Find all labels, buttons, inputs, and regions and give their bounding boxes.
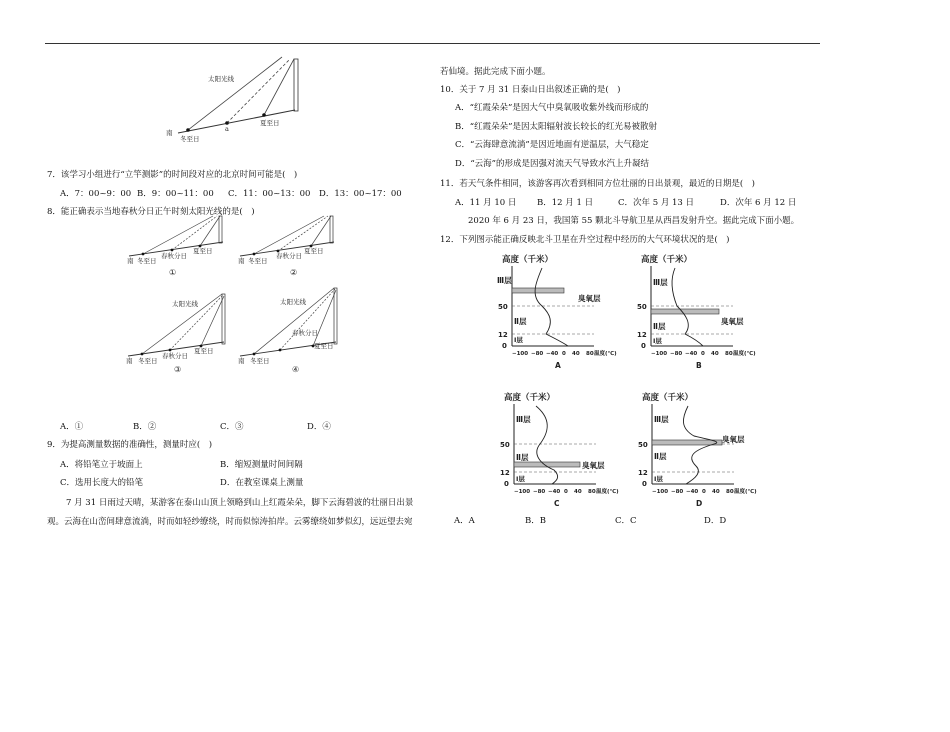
b-layer3: Ⅲ层 bbox=[653, 278, 668, 287]
c-layer2: Ⅱ层 bbox=[516, 453, 529, 462]
b-y12: 12 bbox=[637, 331, 647, 339]
d-layer1: Ⅰ层 bbox=[654, 475, 663, 483]
d2-summer: 夏至日 bbox=[304, 247, 324, 255]
q9-option-c[interactable]: C．选用长度大的铅笔 bbox=[60, 478, 144, 488]
sunlight-label: 太阳光线 bbox=[208, 75, 234, 83]
south-label: 南 bbox=[166, 129, 173, 137]
q8-diagram-3 bbox=[124, 292, 234, 374]
q11-option-b[interactable]: B．12 月 1 日 bbox=[537, 198, 594, 208]
b-x1: −100 bbox=[651, 351, 668, 357]
q8-stem: 8．能正确表示当地春秋分日正午时刻太阳光线的是( ) bbox=[47, 207, 255, 217]
q7-option-b[interactable]: B．9：00~11：00 bbox=[137, 189, 214, 199]
b-x3: −40 bbox=[685, 351, 698, 357]
b-height-label: 高度（千米） bbox=[641, 255, 693, 265]
d3-south: 南 bbox=[126, 357, 133, 365]
a-x4: 0 bbox=[562, 351, 566, 357]
q8-diagram-2 bbox=[236, 214, 341, 278]
c-y50: 50 bbox=[500, 441, 510, 449]
q11-option-d[interactable]: D．次年 6 月 12 日 bbox=[720, 198, 797, 208]
b-y50: 50 bbox=[637, 303, 647, 311]
passage1-line2: 观。云海在山峦间肆意流淌，时而如轻纱缭绕，时而似惊涛拍岸。云雾缭绕如梦似幻，远远望去宛 bbox=[47, 517, 413, 527]
c-layer1: Ⅰ层 bbox=[516, 475, 525, 483]
a-name: A bbox=[555, 361, 561, 370]
q7-option-d[interactable]: D．13：00~17：00 bbox=[319, 189, 402, 199]
c-x3: −40 bbox=[548, 489, 561, 495]
d-height-label: 高度（千米） bbox=[642, 393, 694, 403]
q7-stem: 7．该学习小组进行“立竿测影”的时间段对应的北京时间可能是( ) bbox=[47, 170, 298, 180]
a-layer1: Ⅰ层 bbox=[514, 336, 523, 344]
q10-option-c[interactable]: C．“云海肆意流淌”是因近地面有逆温层，大气稳定 bbox=[455, 140, 649, 150]
d-x2: −80 bbox=[671, 489, 684, 495]
a-temp: 温度(℃) bbox=[594, 351, 617, 357]
q12-option-c[interactable]: C．C bbox=[615, 516, 637, 526]
q9-option-b[interactable]: B．缩短测量时间间隔 bbox=[220, 460, 303, 470]
b-x2: −80 bbox=[670, 351, 683, 357]
a-x6: 80 bbox=[586, 351, 594, 357]
d3-summer: 夏至日 bbox=[194, 347, 214, 355]
b-x6: 80 bbox=[725, 351, 733, 357]
d-layer2: Ⅱ层 bbox=[654, 452, 667, 461]
b-ozone: 臭氧层 bbox=[721, 317, 744, 326]
a-x3: −40 bbox=[546, 351, 559, 357]
a-x5: 40 bbox=[572, 351, 580, 357]
d-y12: 12 bbox=[638, 469, 648, 477]
d-layer3: Ⅲ层 bbox=[654, 415, 669, 424]
passage1-line3: 若仙境。据此完成下面小题。 bbox=[440, 67, 551, 77]
d4-summer: 夏至日 bbox=[314, 342, 334, 350]
winter-label: 冬至日 bbox=[180, 135, 200, 143]
q7-option-c[interactable]: C．11：00~13：00 bbox=[228, 189, 311, 199]
atmosphere-chart-c bbox=[496, 392, 631, 510]
c-layer3: Ⅲ层 bbox=[516, 415, 531, 424]
atmosphere-chart-d bbox=[634, 392, 774, 510]
d-ozone: 臭氧层 bbox=[722, 435, 745, 444]
b-temp: 温度(℃) bbox=[733, 351, 756, 357]
passage2: 2020 年 6 月 23 日，我国第 55 颗北斗导航卫星从西昌发射升空。据此完成下面小题。 bbox=[468, 216, 800, 226]
q9-stem: 9．为提高测量数据的准确性，测量时应( ) bbox=[47, 440, 213, 450]
a-y50: 50 bbox=[498, 303, 508, 311]
q7-option-a[interactable]: A．7：00~9：00 bbox=[60, 189, 132, 199]
d-y0: 0 bbox=[642, 480, 647, 488]
d4-num: ④ bbox=[292, 365, 300, 374]
passage1-line1: 7 月 31 日雨过天晴，某游客在泰山山顶上领略到山上红霞朵朵，脚下云海碧波的壮丽日出景 bbox=[66, 498, 414, 508]
d-name: D bbox=[696, 499, 703, 508]
c-x4: 0 bbox=[564, 489, 568, 495]
q10-option-a[interactable]: A．“红霞朵朵”是因大气中臭氧吸收紫外线而形成的 bbox=[455, 103, 649, 113]
d1-winter: 冬至日 bbox=[137, 257, 157, 265]
a-y12: 12 bbox=[498, 331, 508, 339]
q10-option-d[interactable]: D．“云海”的形成是因强对流天气导致水汽上升凝结 bbox=[455, 159, 650, 169]
c-x5: 40 bbox=[574, 489, 582, 495]
q9-option-d[interactable]: D．在教室课桌上测量 bbox=[220, 478, 304, 488]
q12-option-a[interactable]: A．A bbox=[454, 516, 475, 526]
d1-south: 南 bbox=[127, 257, 134, 265]
c-ozone: 臭氧层 bbox=[582, 461, 605, 470]
q12-stem: 12．下列图示能正确反映北斗卫星在升空过程中经历的大气环境状况的是( ) bbox=[440, 235, 730, 245]
d-x6: 80 bbox=[726, 489, 734, 495]
d3-sunlight: 太阳光线 bbox=[172, 300, 198, 308]
d4-winter: 冬至日 bbox=[250, 357, 270, 365]
c-x1: −100 bbox=[514, 489, 531, 495]
d2-equinox: 春秋分日 bbox=[276, 252, 302, 260]
b-layer1: Ⅰ层 bbox=[653, 337, 662, 345]
q8-option-d[interactable]: D．④ bbox=[307, 422, 331, 432]
d-y50: 50 bbox=[638, 441, 648, 449]
d-temp: 温度(℃) bbox=[734, 489, 757, 495]
d2-south: 南 bbox=[238, 257, 245, 265]
q10-stem: 10．关于 7 月 31 日泰山日出叙述正确的是( ) bbox=[440, 85, 621, 95]
summer-label: 夏至日 bbox=[260, 119, 280, 127]
d-x3: −40 bbox=[686, 489, 699, 495]
d3-num: ③ bbox=[174, 365, 182, 374]
c-name: C bbox=[554, 499, 560, 508]
b-name: B bbox=[696, 361, 702, 370]
q8-option-a[interactable]: A．① bbox=[60, 422, 84, 432]
d4-sunlight: 太阳光线 bbox=[280, 298, 306, 306]
q8-option-c[interactable]: C．③ bbox=[220, 422, 244, 432]
c-temp: 温度(℃) bbox=[596, 489, 619, 495]
q8-option-b[interactable]: B．② bbox=[133, 422, 157, 432]
b-layer2: Ⅱ层 bbox=[653, 322, 666, 331]
header-rule bbox=[45, 43, 820, 44]
a-ozone: 臭氧层 bbox=[578, 294, 601, 303]
a-height-label: 高度（千米） bbox=[502, 255, 554, 265]
a-x1: −100 bbox=[512, 351, 529, 357]
q10-option-b[interactable]: B．“红霞朵朵”是因太阳辐射波长较长的红光易被散射 bbox=[455, 122, 657, 132]
a-layer3: Ⅲ层 bbox=[497, 276, 512, 285]
c-y0: 0 bbox=[504, 480, 509, 488]
d4-south: 南 bbox=[238, 357, 245, 365]
c-height-label: 高度（千米） bbox=[504, 393, 556, 403]
point-a-label: a bbox=[225, 125, 229, 133]
q11-option-c[interactable]: C．次年 5 月 13 日 bbox=[618, 198, 695, 208]
d3-winter: 冬至日 bbox=[138, 357, 158, 365]
d-x1: −100 bbox=[652, 489, 669, 495]
d-x4: 0 bbox=[702, 489, 706, 495]
atmosphere-chart-b bbox=[633, 254, 773, 372]
q11-stem: 11．若天气条件相同，该游客再次看到相同方位壮丽的日出景观，最近的日期是( ) bbox=[440, 179, 755, 189]
d3-equinox: 春秋分日 bbox=[162, 352, 188, 360]
a-x2: −80 bbox=[531, 351, 544, 357]
d2-winter: 冬至日 bbox=[248, 257, 268, 265]
d-x5: 40 bbox=[712, 489, 720, 495]
q11-option-a[interactable]: A．11 月 10 日 bbox=[455, 198, 517, 208]
a-layer2: Ⅱ层 bbox=[514, 317, 527, 326]
c-y12: 12 bbox=[500, 469, 510, 477]
b-y0: 0 bbox=[641, 342, 646, 350]
pole-shadow-figure bbox=[160, 55, 310, 145]
d1-summer: 夏至日 bbox=[193, 247, 213, 255]
d1-equinox: 春秋分日 bbox=[161, 252, 187, 260]
atmosphere-chart-a bbox=[494, 254, 629, 372]
b-x5: 40 bbox=[711, 351, 719, 357]
b-x4: 0 bbox=[701, 351, 705, 357]
d4-equinox: 春秋分日 bbox=[292, 329, 318, 337]
c-x6: 80 bbox=[588, 489, 596, 495]
q8-diagram-4 bbox=[236, 286, 346, 374]
d2-num: ② bbox=[290, 268, 298, 277]
q12-option-d[interactable]: D．D bbox=[704, 516, 727, 526]
d1-num: ① bbox=[169, 268, 177, 277]
q9-option-a[interactable]: A．将铅笔立于坡面上 bbox=[60, 460, 143, 470]
c-x2: −80 bbox=[533, 489, 546, 495]
a-y0: 0 bbox=[502, 342, 507, 350]
q8-diagram-1 bbox=[125, 214, 230, 278]
q12-option-b[interactable]: B．B bbox=[525, 516, 546, 526]
